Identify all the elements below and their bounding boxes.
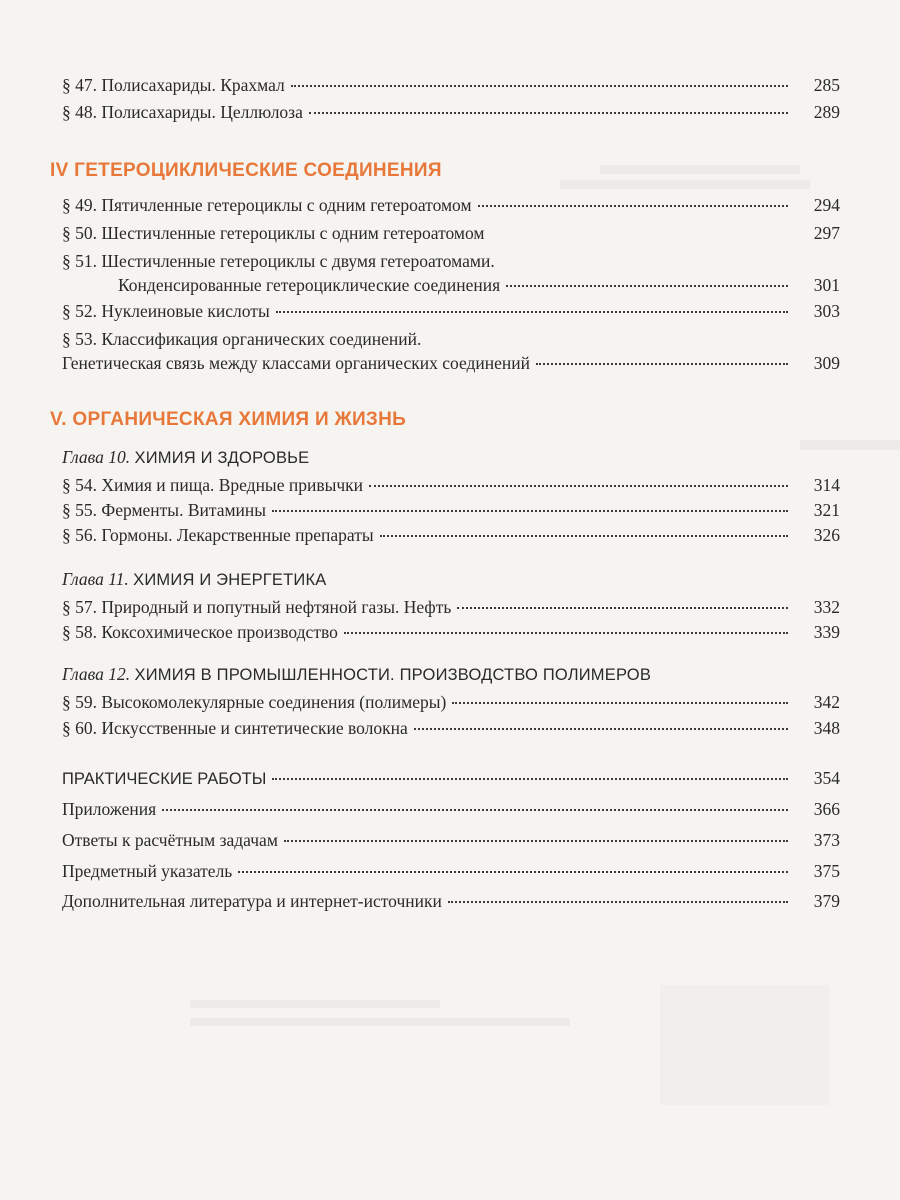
bleed-through-mark <box>800 440 900 450</box>
toc-entry <box>62 691 840 713</box>
toc-entry <box>62 474 840 496</box>
dot-leader <box>452 702 788 704</box>
toc-entry <box>62 829 840 851</box>
dot-leader <box>380 535 788 537</box>
toc-entry-title: § 55. Ферменты. Витамины <box>62 500 267 520</box>
chapter-name: ХИМИЯ И ЗДОРОВЬЕ <box>134 449 310 467</box>
toc-entry <box>62 300 840 322</box>
chapter-heading <box>62 664 651 685</box>
bleed-through-mark <box>190 1018 570 1026</box>
chapter-label: Глава 10. <box>62 447 131 467</box>
toc-entry-page: 321 <box>813 500 840 520</box>
bleed-through-mark <box>190 1000 440 1008</box>
toc-entry-page: 309 <box>813 353 840 373</box>
toc-entry-title-continued: Конденсированные гетероциклические соединения <box>118 275 501 295</box>
toc-entry <box>62 222 840 244</box>
toc-entry-page: 289 <box>813 102 840 122</box>
dot-leader <box>162 809 788 811</box>
chapter-name: ХИМИЯ В ПРОМЫШЛЕННОСТИ. ПРОИЗВОДСТВО ПОЛИМЕРОВ <box>134 666 652 684</box>
toc-entry-title: § 59. Высокомолекулярные соединения (полимеры) <box>62 692 447 712</box>
toc-entry <box>118 274 840 296</box>
dot-leader <box>291 85 788 87</box>
dot-leader <box>457 607 788 609</box>
dot-leader <box>309 112 788 114</box>
dot-leader <box>448 901 788 903</box>
dot-leader <box>238 871 788 873</box>
toc-entry <box>62 352 840 374</box>
toc-entry <box>62 499 840 521</box>
chapter-name: ХИМИЯ И ЭНЕРГЕТИКА <box>133 571 327 589</box>
dot-leader <box>276 311 788 313</box>
section-title: V. ОРГАНИЧЕСКАЯ ХИМИЯ И ЖИЗНЬ <box>50 409 407 430</box>
toc-entry-page: 379 <box>813 891 840 911</box>
dot-leader <box>536 363 788 365</box>
toc-entry-title: § 52. Нуклеиновые кислоты <box>62 301 270 321</box>
toc-entry-page: 297 <box>813 223 840 243</box>
toc-entry <box>62 717 840 739</box>
toc-entry-page: 342 <box>813 692 840 712</box>
chapter-label: Глава 11. <box>62 569 129 589</box>
toc-entry-title: § 50. Шестичленные гетероциклы с одним гетероатомом <box>62 223 485 243</box>
toc-entry-page: 314 <box>813 475 840 495</box>
toc-entry-page: 285 <box>813 75 840 95</box>
chapter-label: Глава 12. <box>62 664 131 684</box>
toc-entry-title: § 47. Полисахариды. Крахмал <box>62 75 285 95</box>
dot-leader <box>369 485 788 487</box>
bleed-through-mark <box>660 985 830 1105</box>
toc-entry-title: § 48. Полисахариды. Целлюлоза <box>62 102 303 122</box>
chapter-heading <box>62 569 326 590</box>
dot-leader <box>284 840 788 842</box>
dot-leader <box>414 728 788 730</box>
toc-entry-title: Ответы к расчётным задачам <box>62 830 278 850</box>
toc-entry <box>62 860 840 882</box>
bleed-through-mark <box>560 180 810 189</box>
chapter-heading <box>62 447 309 468</box>
toc-entry <box>62 890 840 912</box>
toc-entry <box>62 194 840 216</box>
toc-entry-title: Дополнительная литература и интернет-источники <box>62 891 442 911</box>
toc-entry-title: Предметный указатель <box>62 861 233 881</box>
toc-entry-page: 354 <box>813 768 840 788</box>
toc-entry-page: 339 <box>813 622 840 642</box>
toc-entry-title: § 58. Коксохимическое производство <box>62 622 338 642</box>
toc-entry-page: 326 <box>813 525 840 545</box>
toc-entry-title: § 57. Природный и попутный нефтяной газы. Нефть <box>62 597 452 617</box>
toc-entry-title-continued: Генетическая связь между классами органических соединений <box>62 353 531 373</box>
bleed-through-mark <box>600 165 800 174</box>
toc-entry <box>62 798 840 820</box>
toc-entry-title: § 51. Шестичленные гетероциклы с двумя гетероатомами. <box>62 251 495 271</box>
toc-entry <box>62 596 840 618</box>
toc-entry-title: Приложения <box>62 799 157 819</box>
toc-entry-title: § 60. Искусственные и синтетические волокна <box>62 718 408 738</box>
toc-entry-page: 294 <box>813 195 840 215</box>
section-title: IV ГЕТЕРОЦИКЛИЧЕСКИЕ СОЕДИНЕНИЯ <box>50 160 442 181</box>
toc-entry <box>62 524 840 546</box>
toc-entry-page: 373 <box>813 830 840 850</box>
toc-entry <box>62 621 840 643</box>
toc-entry-page: 332 <box>813 597 840 617</box>
toc-entry <box>62 767 840 790</box>
toc-entry-title: ПРАКТИЧЕСКИЕ РАБОТЫ <box>62 770 267 788</box>
toc-entry-title: § 53. Классификация органических соединений. <box>62 329 422 349</box>
dot-leader <box>478 205 788 207</box>
dot-leader <box>344 632 788 634</box>
toc-entry <box>62 74 840 96</box>
dot-leader <box>272 510 788 512</box>
toc-entry-page: 303 <box>813 301 840 321</box>
toc-entry-page: 375 <box>813 861 840 881</box>
toc-entry-page: 366 <box>813 799 840 819</box>
toc-entry-title: § 54. Химия и пища. Вредные привычки <box>62 475 364 495</box>
toc-entry-title: § 49. Пятичленные гетероциклы с одним гетероатомом <box>62 195 472 215</box>
dot-leader <box>272 778 788 780</box>
toc-entry <box>62 101 840 123</box>
toc-entry-page: 301 <box>813 275 840 295</box>
toc-entry-page: 348 <box>813 718 840 738</box>
dot-leader <box>491 233 789 235</box>
dot-leader <box>506 285 788 287</box>
toc-entry-title: § 56. Гормоны. Лекарственные препараты <box>62 525 374 545</box>
